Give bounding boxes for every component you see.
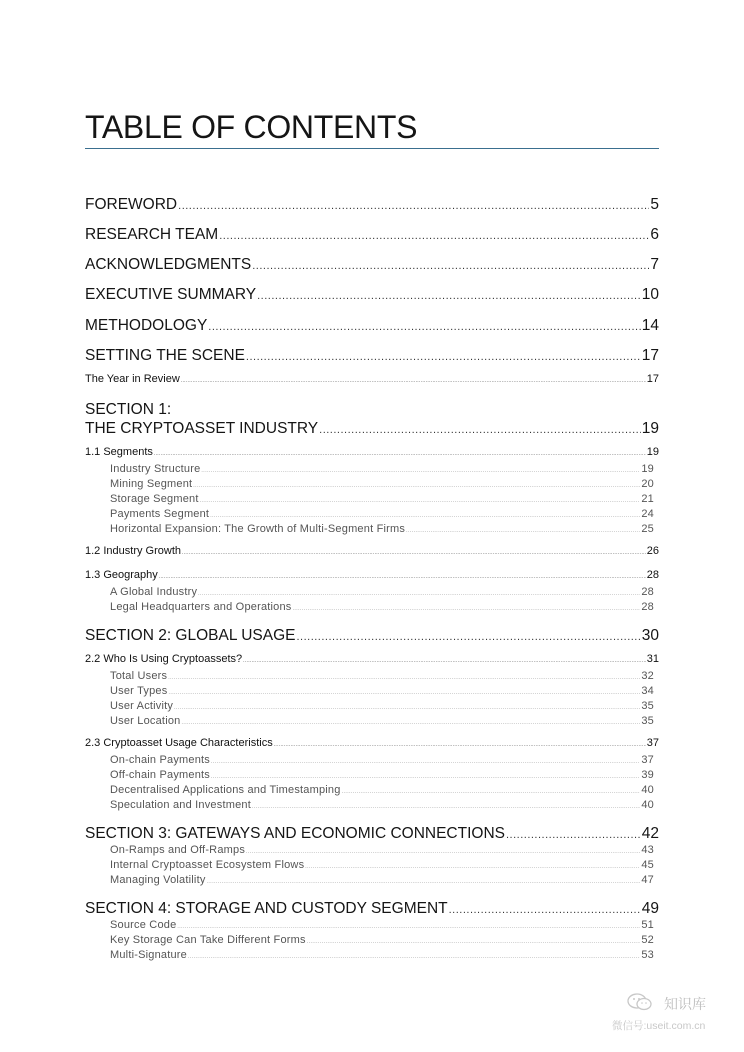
toc-label: Speculation and Investment <box>110 799 251 811</box>
toc-entry-total-users[interactable] <box>110 670 654 682</box>
toc-label: Industry Structure <box>110 463 201 475</box>
toc-entry-user-activity[interactable] <box>110 700 654 712</box>
toc-page: 40 <box>641 784 654 796</box>
toc-label: Key Storage Can Take Different Forms <box>110 934 306 946</box>
toc-entry-on-off-ramps[interactable] <box>110 844 654 856</box>
toc-entry-storage-custody[interactable] <box>85 900 659 918</box>
toc-page: 5 <box>650 196 659 213</box>
toc-label: Storage Segment <box>110 493 199 505</box>
toc-label: 1.1 Segments <box>85 446 153 458</box>
dot-leader <box>177 924 640 930</box>
toc-label: THE CRYPTOASSET INDUSTRY <box>85 420 319 437</box>
dot-leader <box>211 774 640 780</box>
dot-leader <box>246 351 641 363</box>
dot-leader <box>319 424 641 436</box>
toc-label: 1.2 Industry Growth <box>85 545 181 557</box>
toc-entry-foreword[interactable] <box>85 196 659 214</box>
toc-entry-key-storage[interactable] <box>110 934 654 946</box>
toc-label: SECTION 2: GLOBAL USAGE <box>85 627 296 644</box>
toc-entry-off-chain-payments[interactable] <box>110 769 654 781</box>
dot-leader <box>449 904 641 916</box>
toc-label: Legal Headquarters and Operations <box>110 601 292 613</box>
watermark-id: 微信号:useit.com.cn <box>612 1020 706 1032</box>
toc-entry-legal-headquarters[interactable] <box>110 601 654 613</box>
dot-leader <box>201 468 640 474</box>
toc-label: SETTING THE SCENE <box>85 347 245 364</box>
toc-label: SECTION 4: STORAGE AND CUSTODY SEGMENT <box>85 900 448 917</box>
toc-label: RESEARCH TEAM <box>85 226 219 243</box>
dot-leader <box>293 606 641 612</box>
toc-page: 20 <box>641 478 654 490</box>
toc-entry-industry-growth[interactable] <box>85 545 659 557</box>
dot-leader <box>257 290 641 302</box>
toc-page: 45 <box>641 859 654 871</box>
toc-label: Total Users <box>110 670 168 682</box>
toc-page: 53 <box>641 949 654 961</box>
toc-page: 47 <box>641 874 654 886</box>
toc-entry-usage-characteristics[interactable] <box>85 737 659 749</box>
toc-page: 10 <box>641 286 659 303</box>
toc-entry-executive-summary[interactable] <box>85 286 659 304</box>
dot-leader <box>168 675 640 681</box>
toc-entry-horizontal-expansion[interactable] <box>110 523 654 535</box>
toc-page: 26 <box>646 545 659 557</box>
toc-label: METHODOLOGY <box>85 317 208 334</box>
toc-entry-global-usage[interactable] <box>85 627 659 645</box>
toc-label: 2.2 Who Is Using Cryptoassets? <box>85 653 243 665</box>
toc-label: Source Code <box>110 919 177 931</box>
toc-entry-multi-signature[interactable] <box>110 949 654 961</box>
toc-label: Off-chain Payments <box>110 769 210 781</box>
toc-page: 19 <box>641 463 654 475</box>
toc-label: Horizontal Expansion: The Growth of Multi-Segment Firms <box>110 523 406 535</box>
dot-leader <box>207 879 641 885</box>
toc-page: 37 <box>646 737 659 749</box>
toc-label: 2.3 Cryptoasset Usage Characteristics <box>85 737 273 749</box>
toc-label: SECTION 3: GATEWAYS AND ECONOMIC CONNECTIONS <box>85 825 505 842</box>
toc-page: 34 <box>641 685 654 697</box>
dot-leader <box>246 849 640 855</box>
dot-leader <box>193 483 640 489</box>
toc-page: 21 <box>641 493 654 505</box>
toc-label: EXECUTIVE SUMMARY <box>85 286 257 303</box>
dot-leader <box>178 200 649 212</box>
dot-leader <box>406 528 640 534</box>
dot-leader <box>154 451 646 457</box>
toc-label: Payments Segment <box>110 508 210 520</box>
toc-page: 43 <box>641 844 654 856</box>
dot-leader <box>296 631 640 643</box>
toc-page: 7 <box>650 256 659 273</box>
toc-page: 19 <box>646 446 659 458</box>
toc-label: A Global Industry <box>110 586 198 598</box>
toc-page: 25 <box>641 523 654 535</box>
wechat-icon <box>626 992 654 1012</box>
dot-leader <box>198 591 640 597</box>
dot-leader <box>219 230 649 242</box>
toc-page: 32 <box>641 670 654 682</box>
dot-leader <box>181 720 640 726</box>
toc-page: 17 <box>646 373 659 385</box>
toc-entry-cryptoasset-industry[interactable] <box>85 420 659 438</box>
toc-page: 42 <box>641 825 659 842</box>
toc-label: User Activity <box>110 700 174 712</box>
toc-label: Multi-Signature <box>110 949 187 961</box>
toc-entry-storage-segment[interactable] <box>110 493 654 505</box>
toc-label: Internal Cryptoasset Ecosystem Flows <box>110 859 305 871</box>
toc-entry-user-location[interactable] <box>110 715 654 727</box>
dot-leader <box>168 690 640 696</box>
toc-label: ACKNOWLEDGMENTS <box>85 256 252 273</box>
toc-label: FOREWORD <box>85 196 178 213</box>
dot-leader <box>342 789 641 795</box>
toc-entry-source-code[interactable] <box>110 919 654 931</box>
toc-page: 49 <box>641 900 659 917</box>
toc-label: On-Ramps and Off-Ramps <box>110 844 246 856</box>
watermark-name: 知识库 <box>664 996 706 1012</box>
dot-leader <box>200 498 641 504</box>
toc-page: 24 <box>641 508 654 520</box>
dot-leader <box>305 864 640 870</box>
dot-leader <box>159 574 646 580</box>
toc-entry-speculation-investment[interactable] <box>110 799 654 811</box>
toc-page: 6 <box>650 226 659 243</box>
toc-page: 51 <box>641 919 654 931</box>
dot-leader <box>252 260 649 272</box>
dot-leader <box>182 550 646 556</box>
toc-page: 35 <box>641 700 654 712</box>
toc-entry-year-in-review[interactable] <box>85 373 659 385</box>
dot-leader <box>274 742 646 748</box>
toc-entry-industry-structure[interactable] <box>110 463 654 475</box>
toc-label: User Types <box>110 685 168 697</box>
toc-page: 40 <box>641 799 654 811</box>
toc-entry-mining-segment[interactable] <box>110 478 654 490</box>
toc-page: 14 <box>641 317 659 334</box>
toc-entry-segments[interactable] <box>85 446 659 458</box>
toc-label: On-chain Payments <box>110 754 210 766</box>
dot-leader <box>307 939 641 945</box>
toc-entry-geography[interactable] <box>85 569 659 581</box>
toc-label: Decentralised Applications and Timestamping <box>110 784 341 796</box>
toc-label: The Year in Review <box>85 373 180 385</box>
toc-entry-payments-segment[interactable] <box>110 508 654 520</box>
toc-entry-ecosystem-flows[interactable] <box>110 859 654 871</box>
dot-leader <box>252 804 640 810</box>
toc-page: 31 <box>646 653 659 665</box>
toc-page: 28 <box>646 569 659 581</box>
toc-entry-methodology[interactable] <box>85 317 659 335</box>
toc-entry-global-industry[interactable] <box>110 586 654 598</box>
toc-entry-acknowledgments[interactable] <box>85 256 659 274</box>
dot-leader <box>181 378 646 384</box>
toc-page: 52 <box>641 934 654 946</box>
watermark <box>612 992 732 1036</box>
dot-leader <box>188 954 640 960</box>
toc-entry-user-types[interactable] <box>110 685 654 697</box>
toc-label: 1.3 Geography <box>85 569 158 581</box>
page-title: TABLE OF CONTENTS <box>85 108 659 149</box>
toc-entry-managing-volatility[interactable] <box>110 874 654 886</box>
toc-label: Managing Volatility <box>110 874 206 886</box>
toc-label: User Location <box>110 715 181 727</box>
toc-page: 35 <box>641 715 654 727</box>
toc-entry-who-is-using[interactable] <box>85 653 659 665</box>
dot-leader <box>506 829 641 841</box>
toc-page: 17 <box>641 347 659 364</box>
dot-leader <box>243 658 646 664</box>
toc-page: 30 <box>641 627 659 644</box>
section-1-heading: SECTION 1: <box>85 401 172 418</box>
toc-page: 39 <box>641 769 654 781</box>
toc-page: 28 <box>641 586 654 598</box>
dot-leader <box>210 513 640 519</box>
toc-page: 28 <box>641 601 654 613</box>
dot-leader <box>174 705 640 711</box>
toc-entry-on-chain-payments[interactable] <box>110 754 654 766</box>
dot-leader <box>208 321 640 333</box>
toc-page: 37 <box>641 754 654 766</box>
toc-entry-setting-the-scene[interactable] <box>85 347 659 365</box>
toc-entry-research-team[interactable] <box>85 226 659 244</box>
toc-label: Mining Segment <box>110 478 193 490</box>
dot-leader <box>211 759 640 765</box>
toc-entry-decentralised-applications[interactable] <box>110 784 654 796</box>
toc-page: 19 <box>641 420 659 437</box>
toc-entry-gateways[interactable] <box>85 825 659 843</box>
